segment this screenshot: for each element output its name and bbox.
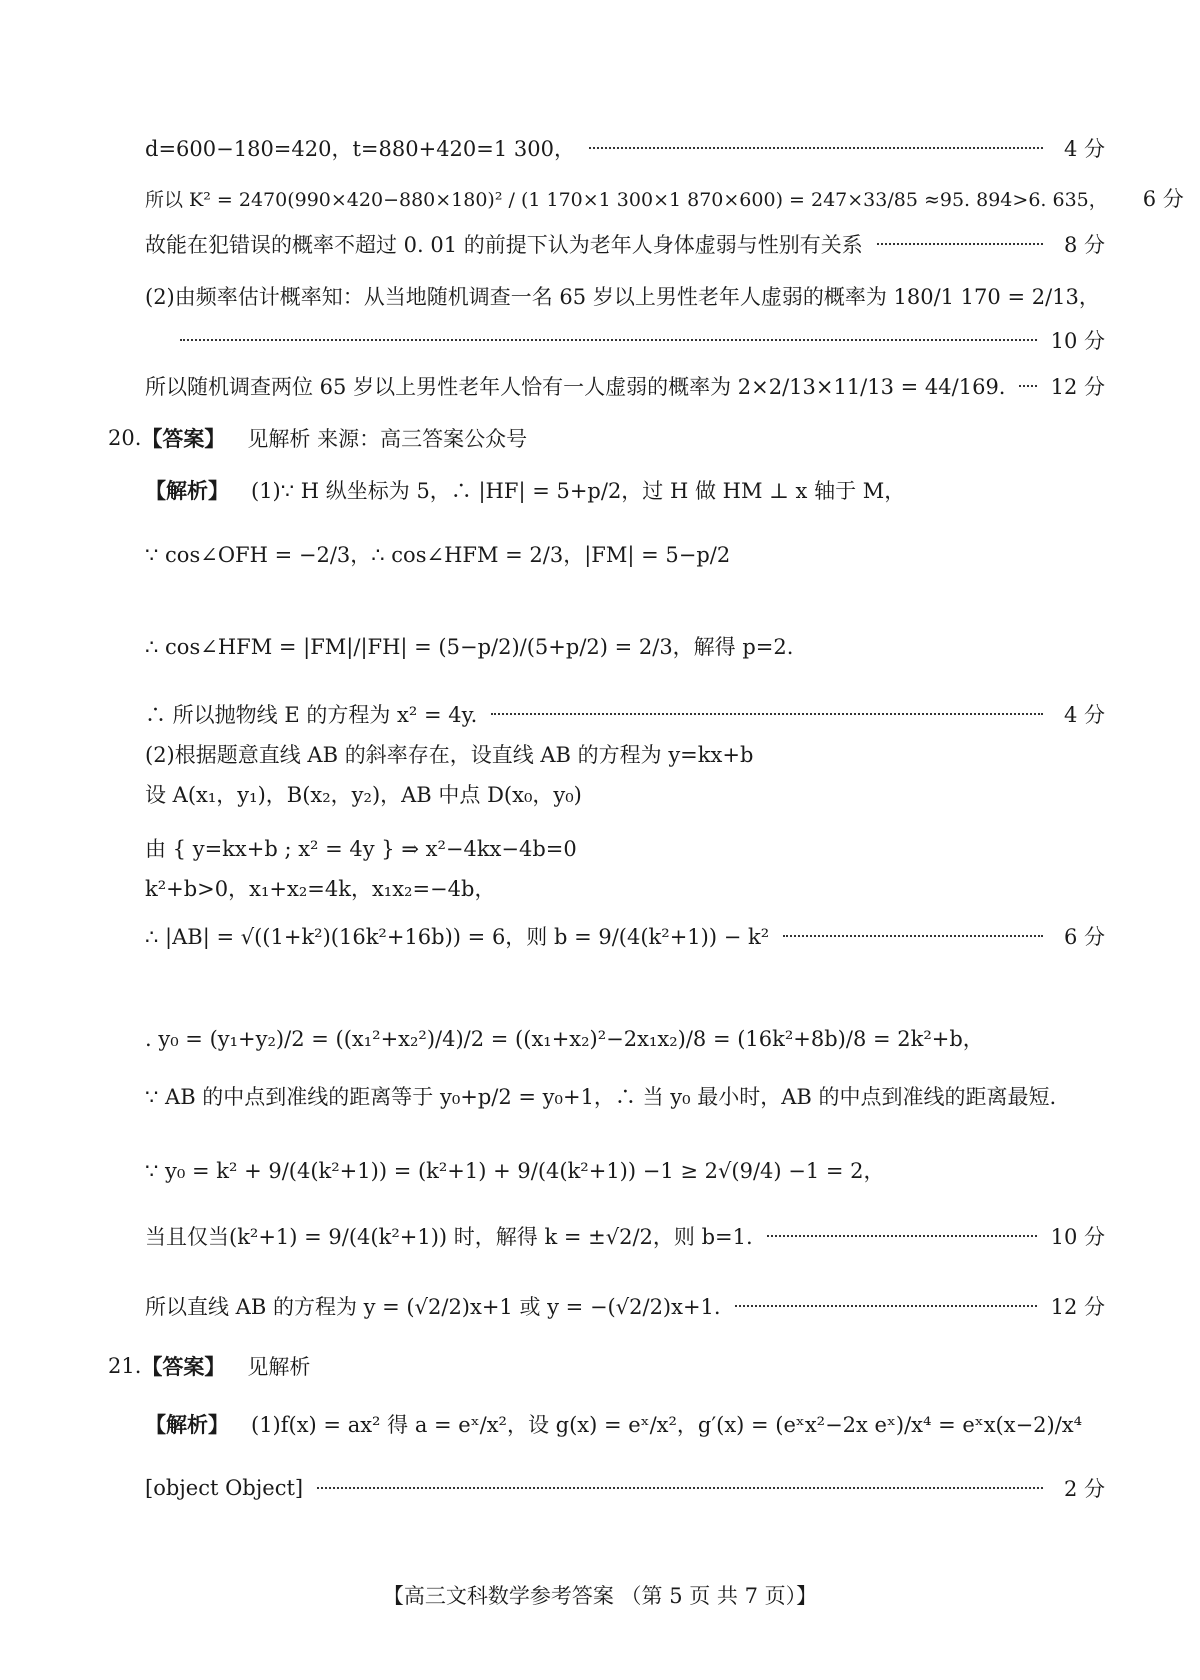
s19-line-6	[145, 362, 1105, 410]
s20-line-10	[145, 1010, 1105, 1066]
s20-line-1	[145, 466, 1105, 514]
s19-line-1-text: d=600−180=420，t=880+420=1 300，	[145, 137, 575, 161]
s20-line-13-text: 当且仅当(k²+1) = 9/(4(k²+1)) 时，解得 k = ±√2/2，则 b=1.	[145, 1225, 753, 1249]
s20-line-8-text: k²+b>0，x₁+x₂=4k，x₁x₂=−4b，	[145, 877, 496, 901]
s20-line-6	[145, 774, 1105, 814]
leader-dots	[589, 147, 1043, 149]
s20-line-9	[145, 912, 1105, 960]
s20-line-7-text: 由 { y=kx+b ; x² = 4y } ⇒ x²−4kx−4b=0	[145, 837, 577, 861]
s20-header	[108, 418, 1105, 458]
s20-line-12	[145, 1144, 1105, 1196]
score-10: 10 分	[1050, 329, 1105, 353]
s20-line-11-text: ∵ AB 的中点到准线的距离等于 y₀+p/2 = y₀+1，∴ 当 y₀ 最小时，AB 的中点到准线的距离最短.	[145, 1085, 1057, 1109]
s21-line-1-text: (1)f(x) = ax² 得 a = eˣ/x²，设 g(x) = eˣ/x²，g′(x) = (eˣx²−2x eˣ)/x⁴ = eˣx(x−2)/x⁴	[251, 1413, 1083, 1437]
score-8: 8 分	[1063, 233, 1105, 257]
s20-answer-label: 【答案】	[141, 427, 226, 451]
score-4: 4 分	[1063, 137, 1105, 161]
s20-line-11	[145, 1072, 1105, 1120]
s19-line-6-text: 所以随机调查两位 65 岁以上男性老年人恰有一人虚弱的概率为 2×2/13×11/13 = 44/169.	[145, 375, 1006, 399]
s21-answer-text: 见解析	[247, 1355, 311, 1379]
s20-answer-text: 见解析 来源：高三答案公众号	[247, 427, 528, 451]
s20-analysis-label: 【解析】	[145, 479, 229, 503]
s19-line-4	[145, 272, 1105, 320]
leader-dots	[317, 1487, 1043, 1489]
s20-line-12-text: ∵ y₀ = k² + 9/(4(k²+1)) = (k²+1) + 9/(4(k²+1)) −1 ≥ 2√(9/4) −1 = 2，	[145, 1159, 885, 1183]
s20-line-7	[145, 822, 1105, 874]
leader-dots	[491, 713, 1043, 715]
s19-line-2-text: 所以 K² = 2470(990×420−880×180)² / (1 170×1 300×1 870×600) = 247×33/85 ≈95. 894>6. 635，	[145, 188, 1108, 211]
s20-line-5-text: (2)根据题意直线 AB 的斜率存在，设直线 AB 的方程为 y=kx+b	[145, 743, 754, 767]
s21-line-2	[145, 1468, 1105, 1508]
s20-line-14-text: 所以直线 AB 的方程为 y = (√2/2)x+1 或 y = −(√2/2)x+1.	[145, 1295, 721, 1319]
s19-line-5	[180, 320, 1105, 360]
leader-dots	[783, 935, 1043, 937]
s19-line-1	[145, 128, 1105, 168]
page-footer: 【高三文科数学参考答案 （第 5 页 共 7 页）】	[382, 1584, 818, 1608]
s20-line-3-text: ∴ cos∠HFM = |FM|/|FH| = (5−p/2)/(5+p/2) = 2/3，解得 p=2.	[145, 635, 794, 659]
s20-number: 20.	[108, 426, 142, 450]
s20-line-9-text: ∴ |AB| = √((1+k²)(16k²+16b)) = 6，则 b = 9/(4(k²+1)) − k²	[145, 925, 770, 949]
s21-header	[108, 1346, 1105, 1386]
s20-line-2	[145, 530, 1105, 578]
leader-dots	[735, 1305, 1037, 1307]
score-10: 10 分	[1050, 1225, 1105, 1249]
score-2: 2 分	[1063, 1477, 1105, 1501]
s21-analysis-label: 【解析】	[145, 1413, 229, 1437]
s20-line-6-text: 设 A(x₁，y₁)，B(x₂，y₂)，AB 中点 D(x₀，y₀)	[145, 783, 582, 807]
s20-line-4	[145, 694, 1105, 734]
s20-line-5	[145, 734, 1105, 774]
leader-dots	[767, 1235, 1037, 1237]
s20-line-2-text: ∵ cos∠OFH = −2/3，∴ cos∠HFM = 2/3，|FM| = 5−p/2	[145, 543, 731, 567]
leader-dots	[1019, 385, 1036, 387]
score-12: 12 分	[1050, 375, 1105, 399]
score-6: 6 分	[1142, 187, 1184, 211]
leader-dots	[180, 339, 1037, 341]
s20-line-3	[145, 618, 1105, 674]
score-4: 4 分	[1063, 703, 1105, 727]
s19-line-3-text: 故能在犯错误的概率不超过 0. 01 的前提下认为老年人身体虚弱与性别有关系	[145, 233, 863, 257]
s21-line-2-text: [object Object]	[145, 1476, 304, 1500]
s21-number: 21.	[108, 1354, 142, 1378]
leader-dots	[877, 243, 1043, 245]
s19-line-2	[145, 172, 1184, 224]
score-6: 6 分	[1063, 925, 1105, 949]
s20-line-1-text: (1)∵ H 纵坐标为 5，∴ |HF| = 5+p/2，过 H 做 HM ⊥ x 轴于 M，	[251, 479, 906, 503]
s20-line-13	[145, 1212, 1105, 1260]
s19-line-4-text: (2)由频率估计概率知：从当地随机调查一名 65 岁以上男性老年人虚弱的概率为 180/1 170 = 2/13，	[145, 285, 1100, 309]
score-12: 12 分	[1050, 1295, 1105, 1319]
s20-line-4-text: ∴ 所以抛物线 E 的方程为 x² = 4y.	[145, 703, 478, 727]
s20-line-8	[145, 868, 1105, 908]
s20-line-14	[145, 1282, 1105, 1330]
s21-answer-label: 【答案】	[141, 1355, 226, 1379]
s19-line-3	[145, 224, 1105, 264]
s21-line-1	[145, 1398, 1105, 1450]
s20-line-10-text: . y₀ = (y₁+y₂)/2 = ((x₁²+x₂²)/4)/2 = ((x₁+x₂)²−2x₁x₂)/8 = (16k²+8b)/8 = 2k²+b，	[145, 1027, 984, 1051]
